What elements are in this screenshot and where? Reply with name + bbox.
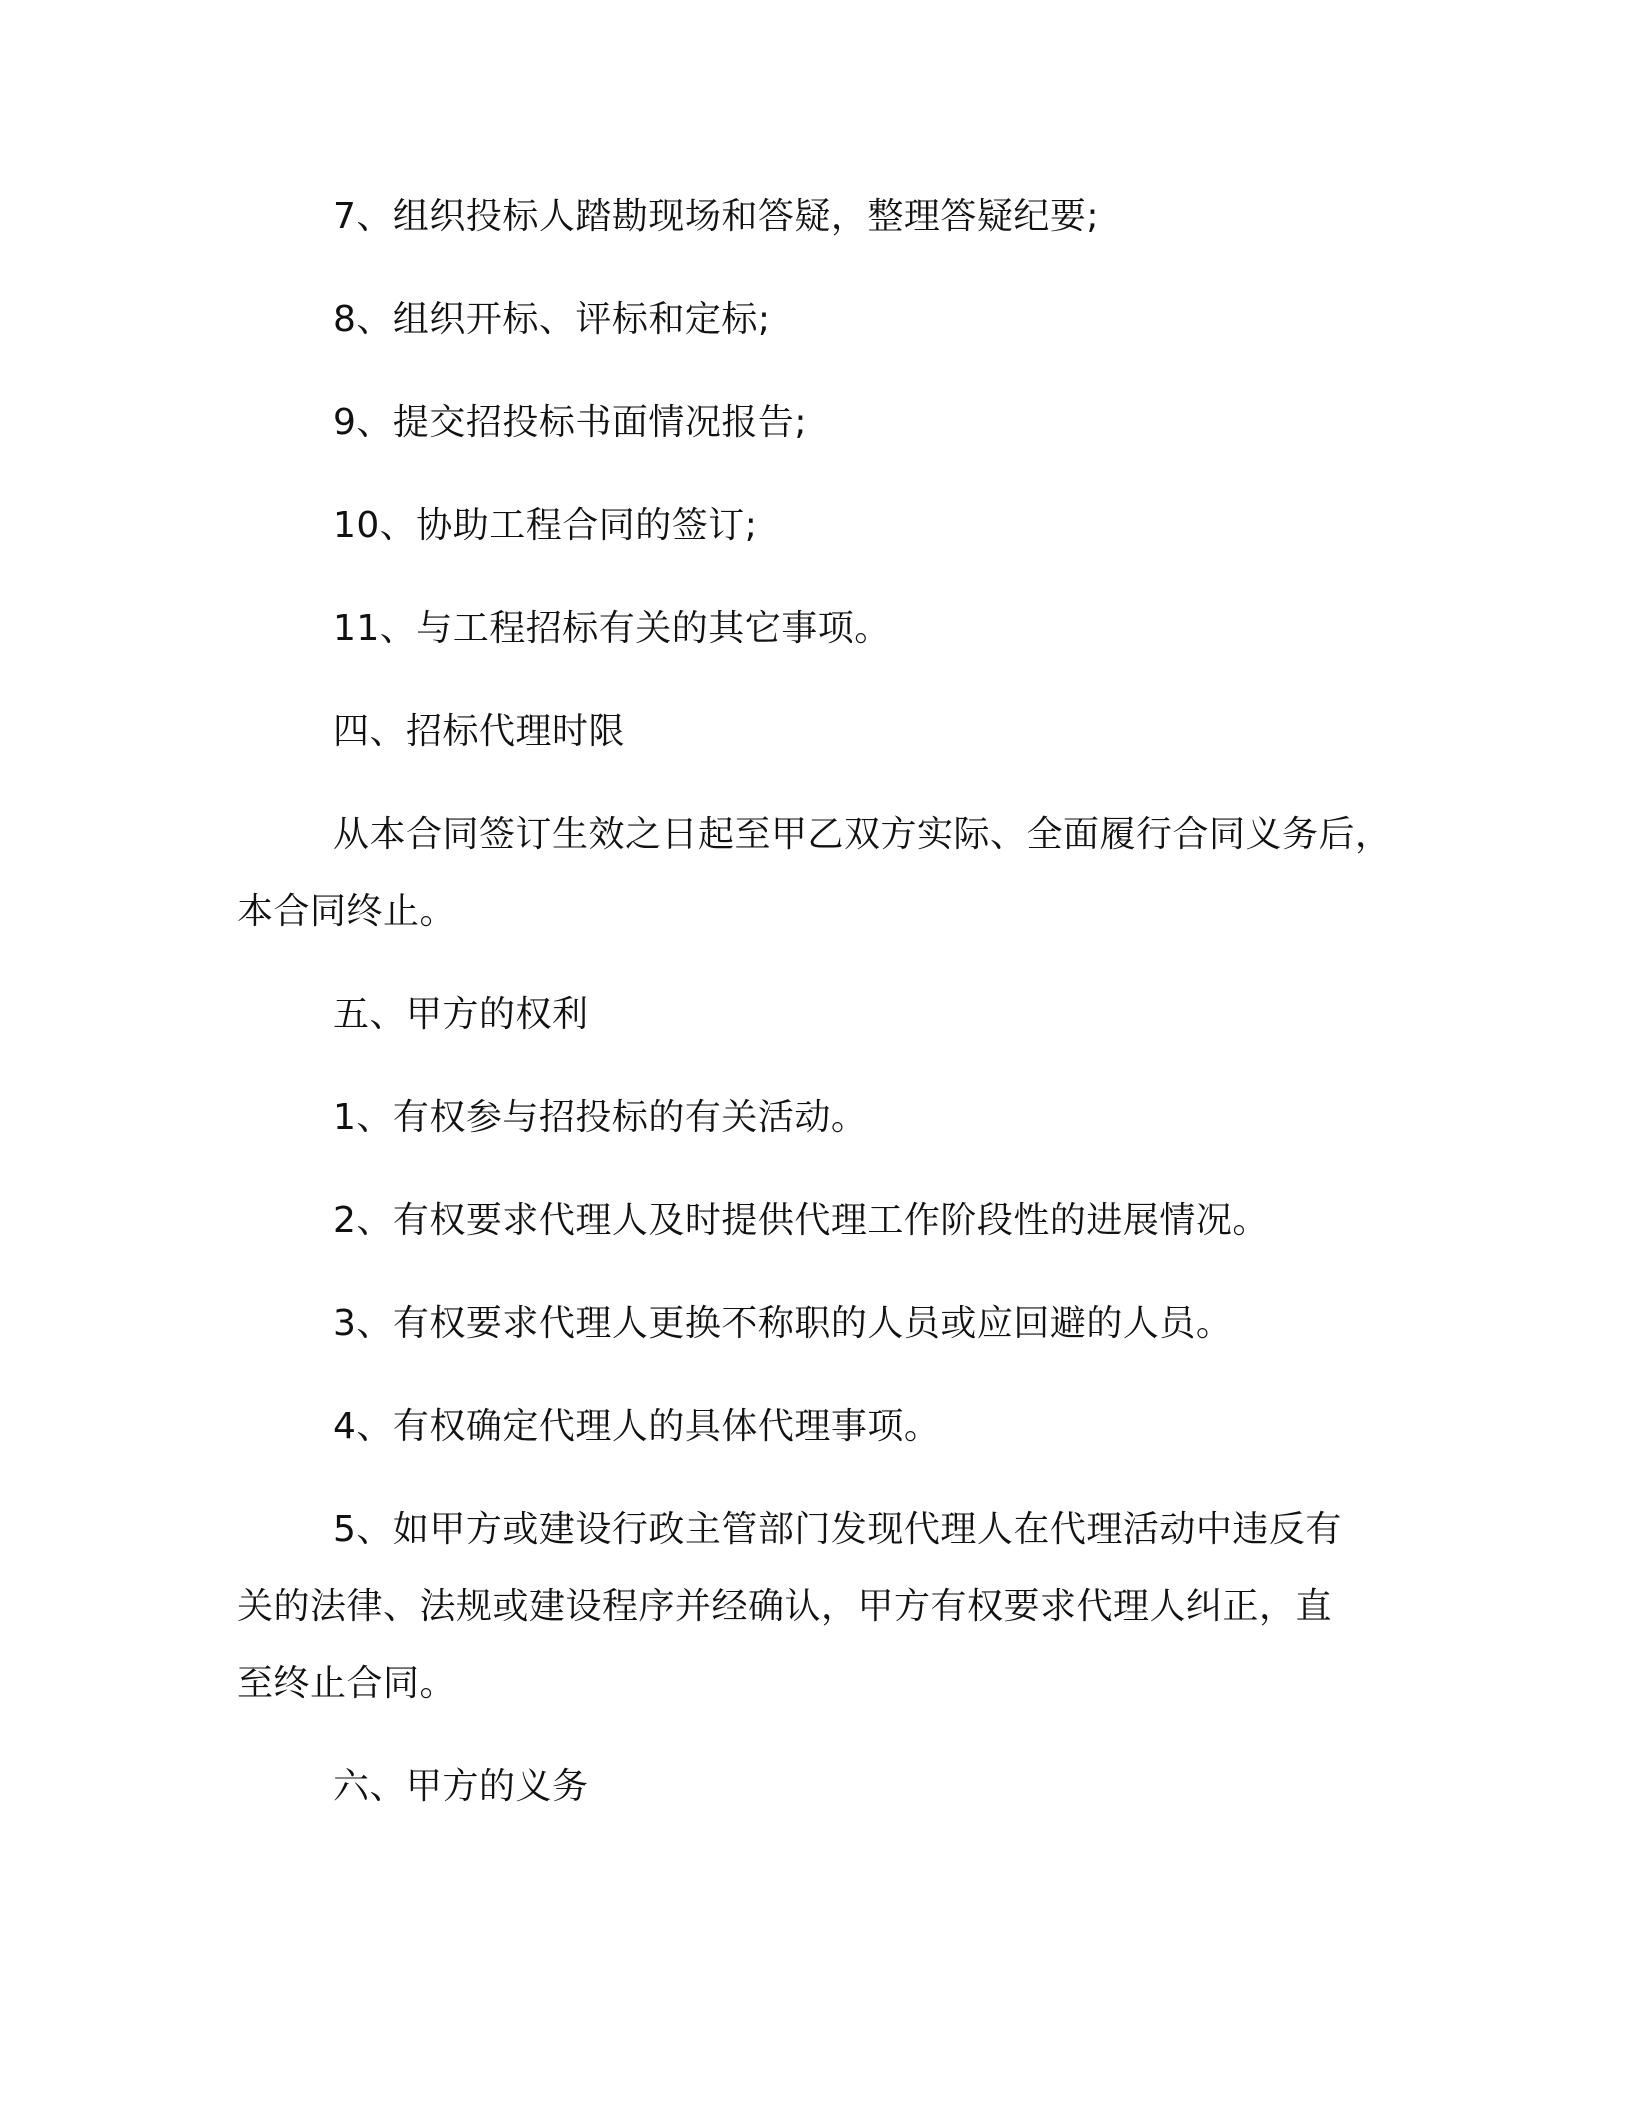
right-item-4: 4、有权确定代理人的具体代理事项。 [333,1406,941,1447]
list-item-11: 11、与工程招标有关的其它事项。 [333,608,891,649]
right-item-2: 2、有权要求代理人及时提供代理工作阶段性的进展情况。 [333,1200,1269,1241]
right-item-5-line-3: 至终止合同。 [237,1663,457,1704]
section-heading-5: 五、甲方的权利 [333,994,589,1035]
section-heading-6: 六、甲方的义务 [333,1766,589,1807]
list-item-10: 10、协助工程合同的签订; [333,505,758,546]
list-item-8: 8、组织开标、评标和定标; [333,299,771,340]
right-item-1: 1、有权参与招投标的有关活动。 [333,1097,868,1138]
right-item-3: 3、有权要求代理人更换不称职的人员或应回避的人员。 [333,1303,1233,1344]
list-item-7: 7、组织投标人踏勘现场和答疑，整理答疑纪要; [333,196,1100,237]
right-item-5-line-1: 5、如甲方或建设行政主管部门发现代理人在代理活动中违反有 [333,1509,1342,1550]
right-item-5-line-2: 关的法律、法规或建设程序并经确认，甲方有权要求代理人纠正，直 [237,1586,1333,1627]
term-paragraph-line-1: 从本合同签订生效之日起至甲乙双方实际、全面履行合同义务后， [333,814,1392,855]
section-heading-4: 四、招标代理时限 [333,711,626,752]
list-item-9: 9、提交招投标书面情况报告; [333,402,808,443]
term-paragraph-line-2: 本合同终止。 [237,891,457,932]
